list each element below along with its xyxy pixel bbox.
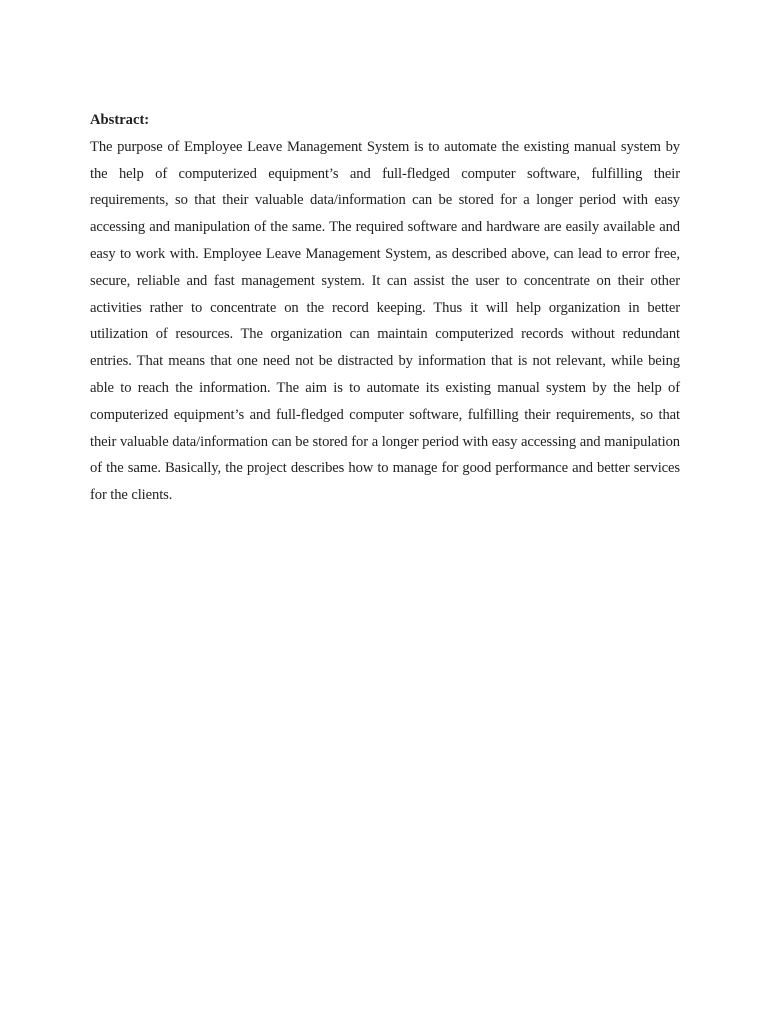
abstract-section <box>90 107 680 509</box>
abstract-heading: Abstract: <box>90 112 150 128</box>
abstract-paragraph: The purpose of Employee Leave Management System is to automate the existing manual system by the help of computerized equipment’s and full-fledged computer software, fulfilling their requirements, so that their valuable data/information can be stored for a longer period with easy accessing and manipulation of the same. The required software and hardware are easily available and easy to work with. Employee Leave Management System, as described above, can lead to error free, secure, reliable and fast management system. It can assist the user to concentrate on their other activities rather to concentrate on the record keeping. Thus it will help organization in better utilization of resources. The organization can maintain computerized records without redundant entries. That means that one need not be distracted by information that is not relevant, while being able to reach the information. The aim is to automate its existing manual system by the help of computerized equipment’s and full-fledged computer software, fulfilling their requirements, so that their valuable data/information can be stored for a longer period with easy accessing and manipulation of the same. Basically, the project describes how to manage for good performance and better services for the clients. <box>90 138 680 504</box>
